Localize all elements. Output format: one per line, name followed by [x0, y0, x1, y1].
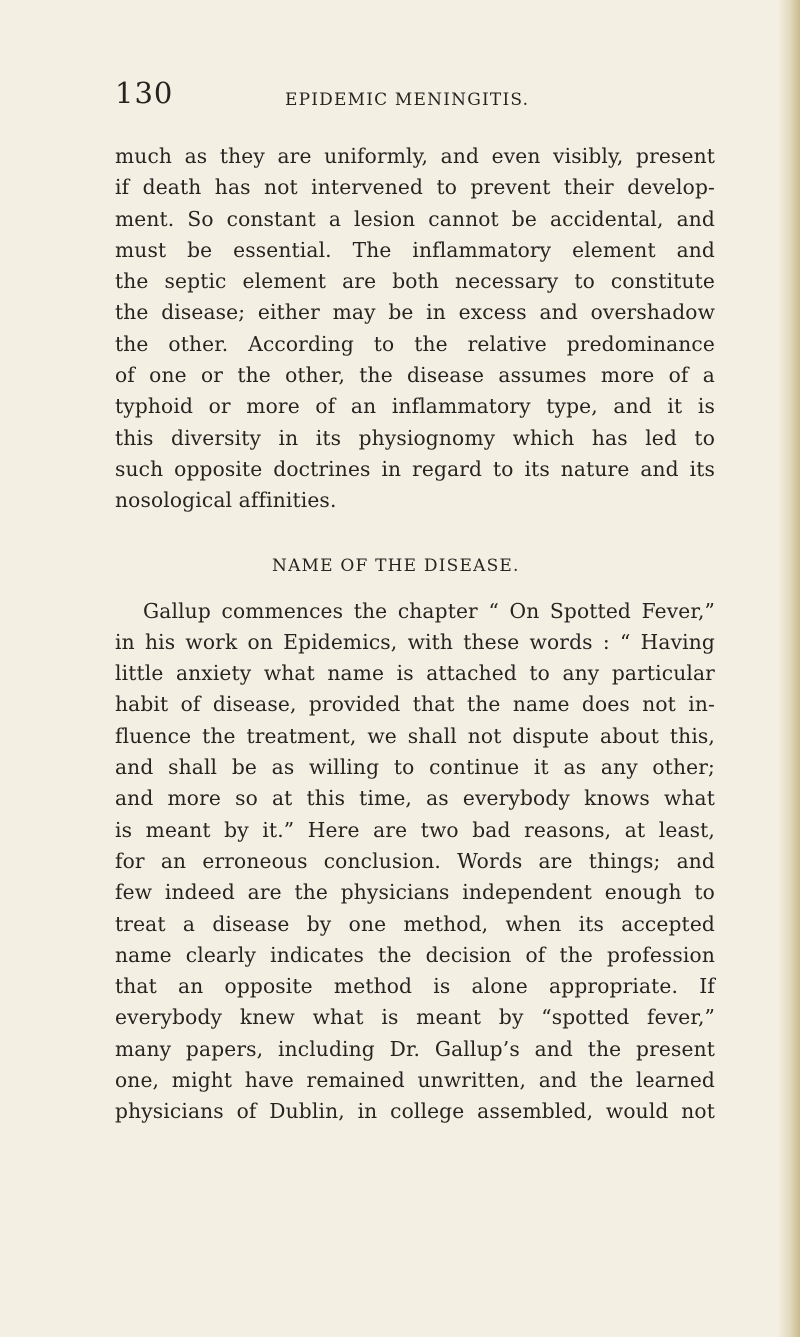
text-line: ment. So constant a lesion cannot be accidental, and [115, 206, 715, 231]
text-line: this diversity in its physiognomy which has led to [115, 425, 715, 450]
running-head: EPIDEMIC MENINGITIS. [285, 90, 530, 110]
page-edge-shadow [778, 0, 800, 1337]
body-text [115, 141, 715, 1128]
text-line: the septic element are both necessary to constitute [115, 269, 715, 294]
page-number: 130 [115, 76, 174, 110]
text-line: Gallup commences the chapter “ On Spotted Fever,” [143, 598, 715, 623]
text-line: for an erroneous conclusion. Words are things; and [115, 848, 715, 873]
text-line: is meant by it.” Here are two bad reasons, at least, [115, 817, 715, 842]
text-line: that an opposite method is alone appropriate. If [115, 974, 715, 999]
text-line: habit of disease, provided that the name does not in- [115, 692, 715, 717]
text-line: the disease; either may be in excess and overshadow [115, 300, 715, 325]
text-line: everybody knew what is meant by “spotted fever,” [115, 1005, 715, 1030]
text-line: one, might have remained unwritten, and the learned [115, 1068, 715, 1093]
text-line: physicians of Dublin, in college assembled, would not [115, 1099, 715, 1124]
paragraph-2 [115, 596, 715, 1128]
text-line: many papers, including Dr. Gallup’s and the present [115, 1036, 715, 1061]
text-line: and shall be as willing to continue it as any other; [115, 755, 715, 780]
paragraph-1 [115, 141, 715, 517]
text-line: of one or the other, the disease assumes more of a [115, 363, 715, 388]
text-line: little anxiety what name is attached to any particular [115, 661, 715, 686]
text-line: nosological affinities. [115, 488, 337, 513]
text-line: few indeed are the physicians independent enough to [115, 880, 715, 905]
section-heading: NAME OF THE DISEASE. [272, 555, 520, 576]
text-line: treat a disease by one method, when its accepted [115, 911, 715, 936]
text-line: the other. According to the relative predominance [115, 331, 715, 356]
page-header [115, 76, 713, 126]
text-line: fluence the treatment, we shall not dispute about this, [115, 723, 715, 748]
text-line: must be essential. The inflammatory element and [115, 237, 715, 262]
text-line: in his work on Epidemics, with these words : “ Having [115, 629, 715, 654]
text-line: typhoid or more of an inflammatory type, and it is [115, 394, 715, 419]
text-line: if death has not intervened to prevent their develop- [115, 175, 715, 200]
text-line: and more so at this time, as everybody knows what [115, 786, 715, 811]
text-line: name clearly indicates the decision of the profession [115, 942, 715, 967]
text-line: much as they are uniformly, and even visibly, present [115, 144, 715, 168]
text-line: such opposite doctrines in regard to its nature and its [115, 456, 715, 481]
